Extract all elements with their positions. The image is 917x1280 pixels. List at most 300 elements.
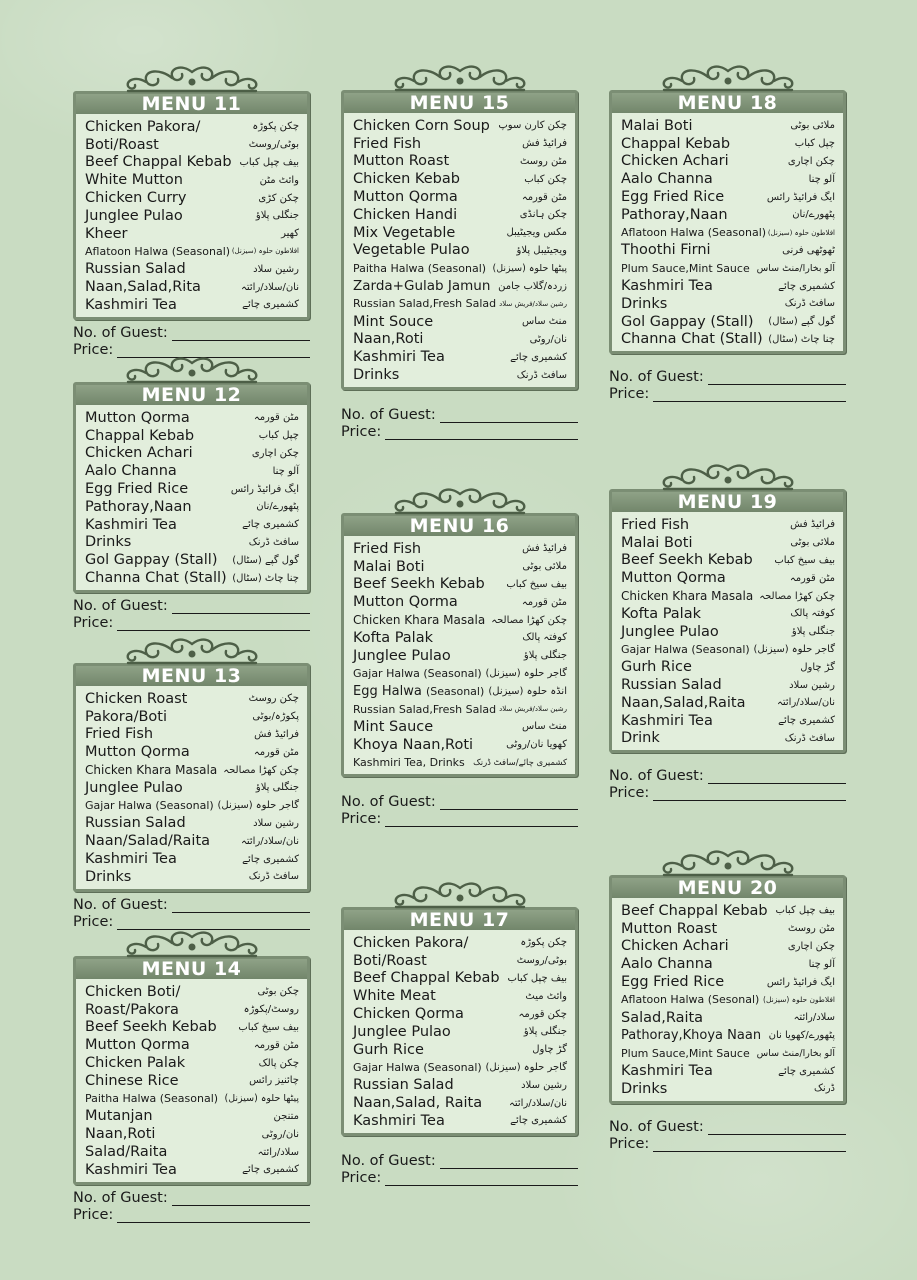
menu-item [85,296,299,314]
item-english [85,463,177,479]
menu-items [76,686,307,889]
menu-item [85,427,299,445]
item-seasonal-note: (Seasonal) [427,261,487,275]
item-english [85,119,200,135]
item-english [621,153,729,169]
menu-item [353,135,567,153]
menu-footer [341,793,578,827]
item-urdu: ملائی بوٹی [790,120,835,132]
menu-footer [73,597,310,631]
item-english-text: Chicken Boti/ [85,983,181,1000]
item-english-text: Chicken Qorma [353,1006,464,1023]
item-seasonal-note: (Seasonal) [423,1060,482,1074]
guest-count-field [73,597,310,614]
menu-item [85,743,299,761]
menu-footer [73,896,310,930]
item-english [353,118,490,134]
item-urdu: افلاطون حلوہ (سیزنل) [767,228,835,237]
item-urdu: کشمیری چائے [242,519,299,531]
item-english-text: Mutton Qorma [621,570,726,587]
menu-card-3 [73,663,310,930]
item-english-text: Naan,Salad,Rita [85,279,201,296]
item-urdu: مٹن قورمہ [789,572,835,584]
menu-item [85,445,299,463]
item-english-text: Chicken Handi [353,206,458,223]
item-english [353,1077,454,1093]
menu-box [341,513,578,777]
menu-item [353,665,567,683]
item-english [621,207,728,223]
item-seasonal-note: (Seasonal) [425,684,485,698]
item-english [353,576,485,592]
item-english [353,1113,445,1129]
item-english-text: Junglee Pulao [353,647,451,664]
item-urdu: چکن اچاری [787,940,835,952]
menu-card-2 [73,382,310,631]
item-english [85,154,232,170]
item-english [85,763,217,777]
guest-count-field [73,324,310,341]
menu-item [353,629,567,647]
item-urdu: گول گپے (سٹال) [768,316,835,328]
item-english [353,297,496,310]
menu-item [353,1023,567,1041]
item-urdu: رشین سلاد/فریش سلاد [499,299,567,308]
item-english-text: Gajar Halwa [85,799,152,813]
guest-count-field-blank-line [708,1122,846,1135]
item-english [85,1055,185,1071]
item-english [85,137,159,153]
menu-item [85,708,299,726]
item-urdu: پٹھورے/نان [792,209,835,221]
menu-item [621,331,835,349]
item-urdu: رشین سلاد [521,1079,567,1091]
menu-items [612,113,843,351]
item-urdu: نان/سلاد/رائتہ [241,835,299,847]
guest-count-field-label: No. of Guest: [341,1152,436,1169]
item-english [353,331,423,347]
menu-item [353,313,567,331]
menu-item [621,259,835,277]
item-english-text: Junglee Pulao [621,623,719,640]
item-english-text: White Mutton [85,172,183,189]
menu-item [621,991,835,1009]
item-english-text: Gol Gappay (Stall) [85,552,218,569]
item-english-text: Russian Salad [85,815,186,832]
item-english-text: Drinks [621,1080,668,1097]
item-urdu: مٹن قورمہ [253,746,299,758]
menu-item [85,462,299,480]
item-english-text: Plum Sauce,Mint Sauce [621,1046,750,1060]
menu-item [353,952,567,970]
item-english-text: Mutton Qorma [85,744,190,761]
menu-item [85,551,299,569]
menu-box [73,956,310,1185]
item-english [353,1024,451,1040]
menu-item [85,832,299,850]
item-english-text: Junglee Pulao [85,779,183,796]
menu-item [85,154,299,172]
item-english [353,171,460,187]
item-english-text: Kashmiri Tea [353,349,445,366]
item-english-text: Naan,Salad,Raita [621,694,746,711]
item-urdu: چکن اچاری [787,155,835,167]
item-english-text: Mutanjan [85,1108,153,1125]
item-english-text: Kashmiri Tea [85,851,177,868]
item-urdu: چنا چاٹ (سٹال) [232,572,299,584]
price-field-blank-line [385,427,578,440]
item-english-text: Aflatoon Halwa [85,244,169,258]
item-urdu: بوٹی/روسٹ [248,139,299,151]
guest-count-field-blank-line [440,797,578,810]
price-field [609,385,846,402]
item-urdu: کھیر [281,228,299,240]
item-english-text: Pakora/Boti [85,708,167,725]
menu-item [85,1125,299,1143]
item-urdu: چائنیز رائس [249,1075,299,1087]
item-english-text: Mutton Qorma [353,189,458,206]
item-urdu: جنگلی پلاؤ [255,782,299,794]
price-field [73,1206,310,1223]
item-english-text: Russian Salad [621,677,722,694]
menu-item [85,118,299,136]
guest-count-field-label: No. of Guest: [73,896,168,913]
menu-item [85,480,299,498]
item-seasonal-note: (Sesonal) [707,993,760,1007]
item-english [85,851,177,867]
guest-count-field-label: No. of Guest: [341,794,436,811]
menu-item [85,171,299,189]
menu-box [73,663,310,892]
item-urdu: چکن کھڑا مصالحہ [759,590,835,602]
price-field-label: Price: [609,386,650,403]
menu-item [621,920,835,938]
item-english-text: Beef Seekh Kebab [85,1019,217,1036]
item-english [353,189,458,205]
item-english [353,630,433,646]
guest-count-field [341,793,578,810]
item-english [353,136,421,152]
item-english-text: Mutton Roast [353,153,450,170]
item-urdu: رشین سلاد/فریش سلاد [499,705,567,714]
price-field-label: Price: [609,1135,650,1152]
item-english [85,481,188,497]
guest-count-field [341,406,578,423]
item-english-text: Zarda+Gulab Jamun [353,278,491,295]
item-urdu: افلاطون حلوہ (سیزنل) [763,995,835,1005]
item-english [621,903,768,919]
price-field-label: Price: [341,1169,382,1186]
price-field [341,1169,578,1186]
item-urdu: فرائیڈ فش [522,138,567,150]
menu-item [353,1041,567,1059]
menu-item [621,1009,835,1027]
menu-item [85,797,299,815]
item-urdu: کشمیری چائے [510,351,567,363]
menu-item [621,170,835,188]
item-english-text: Beef Chappal Kebab [353,970,500,987]
item-english [85,691,187,707]
item-urdu: مٹن قورمہ [253,1039,299,1051]
item-urdu: چکن کباب [524,173,567,185]
item-english-text: Kashmiri Tea, Drinks [353,755,465,769]
item-english [621,314,754,330]
menu-item [621,938,835,956]
item-english-text: Channa Chat (Stall) [85,570,227,587]
item-urdu: کھویا نان/روٹی [506,739,567,751]
item-english [353,541,421,557]
price-field-label: Price: [73,614,114,631]
item-english-text: Kashmiri Tea [621,712,713,729]
item-urdu: چکن پالک [258,1057,299,1069]
menu-item [85,1108,299,1126]
item-english-text: Kashmiri Tea [353,1112,445,1129]
menu-item [353,206,567,224]
item-english-text: Mint Sauce [353,718,434,735]
item-english [621,226,766,239]
menu-item [353,647,567,665]
item-english-text: Chicken Khara Masala [85,763,218,778]
item-english-text: Aflatoon Halwa [621,226,705,240]
item-urdu: رشین سلاد [253,817,299,829]
item-english [353,1095,482,1111]
item-english [353,278,490,294]
item-english [85,410,190,426]
guest-count-field-blank-line [708,372,846,385]
menu-item [85,983,299,1001]
item-urdu: ایگ فرائیڈ رائس [766,191,835,203]
menu-item [353,970,567,988]
item-english [353,1006,464,1022]
price-field-blank-line [653,788,846,801]
menu-item [85,1054,299,1072]
item-english-text: Drinks [353,367,400,384]
item-english [621,1063,713,1079]
item-english [85,869,131,885]
menu-card-6 [341,513,578,827]
item-english [621,278,713,294]
item-urdu: گاجر حلوہ (سیزنل) [485,667,567,679]
menu-box [73,91,310,320]
item-urdu: چکن کڑی [258,192,299,204]
menu-item [621,569,835,587]
item-english-text: Paitha Halwa [353,261,425,275]
menu-item [353,277,567,295]
item-urdu: چکن بوٹی [257,986,299,998]
item-english [621,1028,761,1043]
menu-item [353,1076,567,1094]
price-field-blank-line [385,814,578,827]
price-field-blank-line [385,1173,578,1186]
item-urdu: کشمیری چائے/سافٹ ڈرنک [473,757,567,768]
item-urdu: متنجن [273,1110,299,1122]
guest-count-field [609,1118,846,1135]
item-english [621,730,660,746]
menu-item [353,576,567,594]
item-urdu: وائٹ میٹ [525,990,567,1002]
menu-item [353,754,567,772]
item-english [85,428,194,444]
item-english [85,1162,177,1178]
menu-title: MENU 15 [344,93,575,113]
menu-item [621,295,835,313]
item-english-text: Aalo Channa [621,171,713,188]
item-urdu: گڑ چاول [800,661,835,673]
menu-footer [73,324,310,358]
menu-item [85,516,299,534]
item-urdu: آلو چنا [272,465,299,477]
item-urdu: فرائیڈ فش [790,519,835,531]
item-urdu: نان/سلاد/رائتہ [509,1097,567,1109]
item-english [85,984,180,1000]
menu-item [621,277,835,295]
item-english-text: Mutton Qorma [85,409,190,426]
item-english-text: Chicken Khara Masala [353,613,486,628]
guest-count-field-blank-line [172,328,310,341]
price-field-label: Price: [341,423,382,440]
item-english [353,684,484,699]
item-english [353,1042,424,1058]
item-english [85,815,186,831]
ornament-icon [390,486,530,516]
item-english-text: Chicken Pakora/ [353,934,469,951]
item-english [353,349,445,365]
item-english [621,589,753,603]
price-field-label: Price: [73,1206,114,1223]
item-english [85,1108,153,1124]
item-english [85,172,183,188]
item-urdu: چکن روسٹ [248,693,299,705]
item-english-text: Gurh Rice [353,1041,424,1058]
item-urdu: چکن کھڑا مصالحہ [223,764,299,776]
item-english-text: Mutton Qorma [85,1037,190,1054]
item-english-text: Chicken Corn Soup [353,117,490,134]
item-english-text: Aalo Channa [621,956,713,973]
item-english [353,242,470,258]
menu-item [85,409,299,427]
price-field [73,913,310,930]
item-english [85,208,183,224]
item-urdu: روسٹ/پکوڑہ [243,1004,299,1016]
item-english-text: Malai Boti [621,534,693,551]
price-field-label: Price: [73,913,114,930]
menu-item [353,188,567,206]
item-english-text: Chicken Pakora/ [85,118,201,135]
item-english [621,296,667,312]
item-english-text: Plum Sauce,Mint Sauce [621,261,750,275]
item-english-text: Naan,Roti [85,1126,156,1143]
price-field-label: Price: [609,785,650,802]
item-seasonal-note: (Seasonal) [159,1092,219,1106]
menu-item [353,224,567,242]
item-urdu: نان/روٹی [529,333,567,345]
item-urdu: بیف سیخ کباب [506,578,567,590]
item-urdu: مٹن روسٹ [787,923,835,935]
menu-item [353,348,567,366]
item-english-text: Aflatoon Halwa [621,993,705,1007]
menu-items [344,536,575,774]
item-english-text: Malai Boti [621,117,693,134]
item-urdu: رشین سلاد [253,263,299,275]
item-english [85,552,218,568]
item-english-text: Boti/Roast [85,136,159,153]
guest-count-field-label: No. of Guest: [341,406,436,423]
item-english [621,535,692,551]
guest-count-field-blank-line [440,1156,578,1169]
item-english [85,1092,218,1105]
guest-count-field-blank-line [172,1193,310,1206]
item-english-text: Paitha Halwa [85,1092,157,1106]
item-urdu: انڈہ حلوہ (سیزنل) [488,685,567,697]
item-english-text: Beef Seekh Kebab [353,576,485,593]
item-english [85,1002,179,1018]
item-english-text: Fried Fish [353,135,422,152]
item-english-text: Drinks [85,534,132,551]
menu-item [621,902,835,920]
item-urdu: نان/روٹی [261,1128,299,1140]
menu-item [621,1080,835,1098]
menu-title: MENU 18 [612,93,843,113]
ornament-icon [122,929,262,959]
item-english [85,1144,167,1160]
item-urdu: پکوڑہ/بوٹی [252,711,299,723]
item-english-text: Boti/Roast [353,952,427,969]
menu-footer [341,406,578,440]
item-english [353,935,468,951]
item-english [353,988,436,1004]
item-english-text: Kashmiri Tea [621,278,713,295]
item-seasonal-note: (Seasonal) [707,226,767,240]
menu-footer [609,368,846,402]
item-urdu: سافٹ ڈرنک [784,298,835,310]
item-urdu: بوٹی/روسٹ [516,955,567,967]
item-english-text: White Meat [353,988,436,1005]
ornament-icon [658,848,798,878]
item-urdu: کشمیری چائے [778,1065,835,1077]
item-urdu: منٹ ساس [521,721,567,733]
item-english-text: Gajar Halwa [353,1060,420,1074]
item-urdu: سافٹ ڈرنک [248,871,299,883]
item-english [85,261,186,277]
menu-item [353,593,567,611]
item-urdu: فرائیڈ فش [522,543,567,555]
menu-card-8 [609,90,846,402]
menu-item [621,188,835,206]
item-urdu: بیف چپل کباب [507,972,567,984]
item-urdu: پیٹھا حلوہ (سیزنل) [224,1093,299,1105]
item-urdu: کشمیری چائے [778,280,835,292]
item-urdu: کشمیری چائے [242,1164,299,1176]
menu-item [353,170,567,188]
menu-item [353,934,567,952]
item-english [621,713,713,729]
item-english [353,648,451,664]
menu-title: MENU 13 [76,666,307,686]
item-urdu: کشمیری چائے [778,715,835,727]
guest-count-field-label: No. of Guest: [73,597,168,614]
menu-item [621,730,835,748]
menu-title: MENU 16 [344,516,575,536]
item-english [85,570,227,586]
menu-title: MENU 20 [612,878,843,898]
item-english [353,207,457,223]
item-urdu: ملائی بوٹی [790,537,835,549]
menu-item [621,224,835,242]
price-field [609,784,846,801]
item-english-text: Naan,Roti [353,331,424,348]
menu-item [85,868,299,886]
menu-card-1 [73,91,310,358]
